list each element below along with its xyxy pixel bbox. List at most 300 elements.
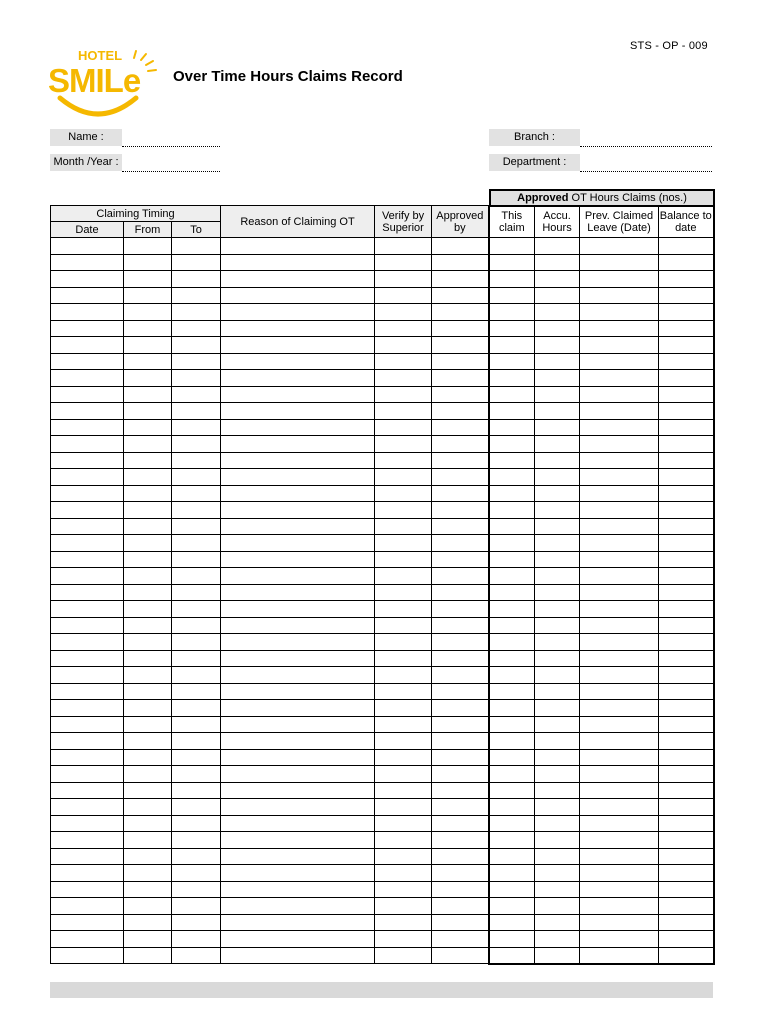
- date-cell[interactable]: [51, 403, 124, 420]
- prev-claimed-cell[interactable]: [580, 320, 659, 337]
- accu-hours-cell[interactable]: [535, 452, 580, 469]
- balance-cell[interactable]: [659, 832, 714, 849]
- verify-cell[interactable]: [375, 898, 432, 915]
- accu-hours-cell[interactable]: [535, 617, 580, 634]
- to-cell[interactable]: [172, 832, 221, 849]
- reason-cell[interactable]: [221, 403, 375, 420]
- date-cell[interactable]: [51, 518, 124, 535]
- verify-cell[interactable]: [375, 667, 432, 684]
- prev-claimed-cell[interactable]: [580, 304, 659, 321]
- to-cell[interactable]: [172, 716, 221, 733]
- reason-cell[interactable]: [221, 947, 375, 964]
- this-claim-cell[interactable]: [489, 848, 535, 865]
- date-cell[interactable]: [51, 716, 124, 733]
- approved-by-cell[interactable]: [432, 716, 489, 733]
- from-cell[interactable]: [124, 502, 172, 519]
- this-claim-cell[interactable]: [489, 898, 535, 915]
- to-cell[interactable]: [172, 782, 221, 799]
- approved-by-cell[interactable]: [432, 815, 489, 832]
- reason-cell[interactable]: [221, 436, 375, 453]
- balance-cell[interactable]: [659, 931, 714, 948]
- from-cell[interactable]: [124, 353, 172, 370]
- balance-cell[interactable]: [659, 386, 714, 403]
- verify-cell[interactable]: [375, 551, 432, 568]
- prev-claimed-cell[interactable]: [580, 337, 659, 354]
- approved-by-cell[interactable]: [432, 584, 489, 601]
- reason-cell[interactable]: [221, 370, 375, 387]
- department-field[interactable]: [580, 155, 712, 172]
- balance-cell[interactable]: [659, 271, 714, 288]
- this-claim-cell[interactable]: [489, 518, 535, 535]
- to-cell[interactable]: [172, 683, 221, 700]
- this-claim-cell[interactable]: [489, 617, 535, 634]
- balance-cell[interactable]: [659, 304, 714, 321]
- balance-cell[interactable]: [659, 617, 714, 634]
- from-cell[interactable]: [124, 370, 172, 387]
- reason-cell[interactable]: [221, 502, 375, 519]
- this-claim-cell[interactable]: [489, 716, 535, 733]
- date-cell[interactable]: [51, 370, 124, 387]
- to-cell[interactable]: [172, 634, 221, 651]
- balance-cell[interactable]: [659, 865, 714, 882]
- balance-cell[interactable]: [659, 766, 714, 783]
- prev-claimed-cell[interactable]: [580, 749, 659, 766]
- prev-claimed-cell[interactable]: [580, 617, 659, 634]
- reason-cell[interactable]: [221, 733, 375, 750]
- this-claim-cell[interactable]: [489, 766, 535, 783]
- this-claim-cell[interactable]: [489, 403, 535, 420]
- verify-cell[interactable]: [375, 304, 432, 321]
- to-cell[interactable]: [172, 931, 221, 948]
- from-cell[interactable]: [124, 947, 172, 964]
- accu-hours-cell[interactable]: [535, 584, 580, 601]
- reason-cell[interactable]: [221, 832, 375, 849]
- accu-hours-cell[interactable]: [535, 947, 580, 964]
- this-claim-cell[interactable]: [489, 733, 535, 750]
- from-cell[interactable]: [124, 535, 172, 552]
- balance-cell[interactable]: [659, 848, 714, 865]
- date-cell[interactable]: [51, 601, 124, 618]
- prev-claimed-cell[interactable]: [580, 419, 659, 436]
- accu-hours-cell[interactable]: [535, 485, 580, 502]
- verify-cell[interactable]: [375, 683, 432, 700]
- to-cell[interactable]: [172, 551, 221, 568]
- balance-cell[interactable]: [659, 799, 714, 816]
- this-claim-cell[interactable]: [489, 799, 535, 816]
- prev-claimed-cell[interactable]: [580, 650, 659, 667]
- from-cell[interactable]: [124, 683, 172, 700]
- reason-cell[interactable]: [221, 518, 375, 535]
- to-cell[interactable]: [172, 815, 221, 832]
- this-claim-cell[interactable]: [489, 865, 535, 882]
- prev-claimed-cell[interactable]: [580, 815, 659, 832]
- balance-cell[interactable]: [659, 403, 714, 420]
- to-cell[interactable]: [172, 419, 221, 436]
- balance-cell[interactable]: [659, 914, 714, 931]
- this-claim-cell[interactable]: [489, 815, 535, 832]
- this-claim-cell[interactable]: [489, 502, 535, 519]
- from-cell[interactable]: [124, 485, 172, 502]
- from-cell[interactable]: [124, 634, 172, 651]
- accu-hours-cell[interactable]: [535, 865, 580, 882]
- reason-cell[interactable]: [221, 353, 375, 370]
- date-cell[interactable]: [51, 485, 124, 502]
- approved-by-cell[interactable]: [432, 634, 489, 651]
- prev-claimed-cell[interactable]: [580, 914, 659, 931]
- to-cell[interactable]: [172, 353, 221, 370]
- prev-claimed-cell[interactable]: [580, 254, 659, 271]
- reason-cell[interactable]: [221, 766, 375, 783]
- prev-claimed-cell[interactable]: [580, 716, 659, 733]
- verify-cell[interactable]: [375, 733, 432, 750]
- verify-cell[interactable]: [375, 469, 432, 486]
- date-cell[interactable]: [51, 568, 124, 585]
- accu-hours-cell[interactable]: [535, 386, 580, 403]
- to-cell[interactable]: [172, 304, 221, 321]
- balance-cell[interactable]: [659, 782, 714, 799]
- accu-hours-cell[interactable]: [535, 518, 580, 535]
- verify-cell[interactable]: [375, 419, 432, 436]
- date-cell[interactable]: [51, 469, 124, 486]
- reason-cell[interactable]: [221, 700, 375, 717]
- reason-cell[interactable]: [221, 815, 375, 832]
- this-claim-cell[interactable]: [489, 254, 535, 271]
- this-claim-cell[interactable]: [489, 881, 535, 898]
- approved-by-cell[interactable]: [432, 650, 489, 667]
- to-cell[interactable]: [172, 881, 221, 898]
- reason-cell[interactable]: [221, 782, 375, 799]
- date-cell[interactable]: [51, 815, 124, 832]
- accu-hours-cell[interactable]: [535, 733, 580, 750]
- to-cell[interactable]: [172, 848, 221, 865]
- accu-hours-cell[interactable]: [535, 848, 580, 865]
- verify-cell[interactable]: [375, 238, 432, 255]
- date-cell[interactable]: [51, 320, 124, 337]
- balance-cell[interactable]: [659, 502, 714, 519]
- accu-hours-cell[interactable]: [535, 881, 580, 898]
- verify-cell[interactable]: [375, 749, 432, 766]
- date-cell[interactable]: [51, 832, 124, 849]
- accu-hours-cell[interactable]: [535, 370, 580, 387]
- from-cell[interactable]: [124, 667, 172, 684]
- prev-claimed-cell[interactable]: [580, 683, 659, 700]
- from-cell[interactable]: [124, 419, 172, 436]
- accu-hours-cell[interactable]: [535, 716, 580, 733]
- to-cell[interactable]: [172, 370, 221, 387]
- approved-by-cell[interactable]: [432, 749, 489, 766]
- from-cell[interactable]: [124, 931, 172, 948]
- prev-claimed-cell[interactable]: [580, 568, 659, 585]
- approved-by-cell[interactable]: [432, 502, 489, 519]
- balance-cell[interactable]: [659, 320, 714, 337]
- approved-by-cell[interactable]: [432, 403, 489, 420]
- this-claim-cell[interactable]: [489, 568, 535, 585]
- verify-cell[interactable]: [375, 617, 432, 634]
- accu-hours-cell[interactable]: [535, 271, 580, 288]
- approved-by-cell[interactable]: [432, 601, 489, 618]
- accu-hours-cell[interactable]: [535, 469, 580, 486]
- prev-claimed-cell[interactable]: [580, 865, 659, 882]
- verify-cell[interactable]: [375, 518, 432, 535]
- from-cell[interactable]: [124, 832, 172, 849]
- reason-cell[interactable]: [221, 650, 375, 667]
- from-cell[interactable]: [124, 617, 172, 634]
- from-cell[interactable]: [124, 584, 172, 601]
- reason-cell[interactable]: [221, 617, 375, 634]
- date-cell[interactable]: [51, 749, 124, 766]
- from-cell[interactable]: [124, 799, 172, 816]
- to-cell[interactable]: [172, 502, 221, 519]
- prev-claimed-cell[interactable]: [580, 947, 659, 964]
- balance-cell[interactable]: [659, 881, 714, 898]
- verify-cell[interactable]: [375, 287, 432, 304]
- approved-by-cell[interactable]: [432, 881, 489, 898]
- this-claim-cell[interactable]: [489, 485, 535, 502]
- reason-cell[interactable]: [221, 898, 375, 915]
- reason-cell[interactable]: [221, 683, 375, 700]
- date-cell[interactable]: [51, 848, 124, 865]
- balance-cell[interactable]: [659, 469, 714, 486]
- approved-by-cell[interactable]: [432, 832, 489, 849]
- prev-claimed-cell[interactable]: [580, 584, 659, 601]
- approved-by-cell[interactable]: [432, 865, 489, 882]
- date-cell[interactable]: [51, 914, 124, 931]
- prev-claimed-cell[interactable]: [580, 848, 659, 865]
- accu-hours-cell[interactable]: [535, 898, 580, 915]
- approved-by-cell[interactable]: [432, 931, 489, 948]
- balance-cell[interactable]: [659, 947, 714, 964]
- this-claim-cell[interactable]: [489, 320, 535, 337]
- balance-cell[interactable]: [659, 419, 714, 436]
- approved-by-cell[interactable]: [432, 238, 489, 255]
- date-cell[interactable]: [51, 667, 124, 684]
- prev-claimed-cell[interactable]: [580, 782, 659, 799]
- date-cell[interactable]: [51, 353, 124, 370]
- verify-cell[interactable]: [375, 799, 432, 816]
- verify-cell[interactable]: [375, 700, 432, 717]
- verify-cell[interactable]: [375, 337, 432, 354]
- verify-cell[interactable]: [375, 584, 432, 601]
- date-cell[interactable]: [51, 733, 124, 750]
- from-cell[interactable]: [124, 700, 172, 717]
- approved-by-cell[interactable]: [432, 799, 489, 816]
- balance-cell[interactable]: [659, 551, 714, 568]
- date-cell[interactable]: [51, 700, 124, 717]
- from-cell[interactable]: [124, 551, 172, 568]
- approved-by-cell[interactable]: [432, 667, 489, 684]
- from-cell[interactable]: [124, 518, 172, 535]
- accu-hours-cell[interactable]: [535, 254, 580, 271]
- approved-by-cell[interactable]: [432, 485, 489, 502]
- to-cell[interactable]: [172, 865, 221, 882]
- approved-by-cell[interactable]: [432, 766, 489, 783]
- this-claim-cell[interactable]: [489, 452, 535, 469]
- date-cell[interactable]: [51, 287, 124, 304]
- approved-by-cell[interactable]: [432, 469, 489, 486]
- balance-cell[interactable]: [659, 749, 714, 766]
- to-cell[interactable]: [172, 238, 221, 255]
- approved-by-cell[interactable]: [432, 898, 489, 915]
- approved-by-cell[interactable]: [432, 568, 489, 585]
- accu-hours-cell[interactable]: [535, 601, 580, 618]
- date-cell[interactable]: [51, 766, 124, 783]
- to-cell[interactable]: [172, 914, 221, 931]
- balance-cell[interactable]: [659, 337, 714, 354]
- from-cell[interactable]: [124, 716, 172, 733]
- this-claim-cell[interactable]: [489, 386, 535, 403]
- reason-cell[interactable]: [221, 914, 375, 931]
- prev-claimed-cell[interactable]: [580, 386, 659, 403]
- to-cell[interactable]: [172, 568, 221, 585]
- reason-cell[interactable]: [221, 568, 375, 585]
- this-claim-cell[interactable]: [489, 832, 535, 849]
- prev-claimed-cell[interactable]: [580, 287, 659, 304]
- reason-cell[interactable]: [221, 337, 375, 354]
- prev-claimed-cell[interactable]: [580, 485, 659, 502]
- this-claim-cell[interactable]: [489, 914, 535, 931]
- verify-cell[interactable]: [375, 931, 432, 948]
- verify-cell[interactable]: [375, 353, 432, 370]
- verify-cell[interactable]: [375, 601, 432, 618]
- to-cell[interactable]: [172, 518, 221, 535]
- verify-cell[interactable]: [375, 865, 432, 882]
- approved-by-cell[interactable]: [432, 353, 489, 370]
- balance-cell[interactable]: [659, 535, 714, 552]
- accu-hours-cell[interactable]: [535, 914, 580, 931]
- this-claim-cell[interactable]: [489, 419, 535, 436]
- prev-claimed-cell[interactable]: [580, 469, 659, 486]
- to-cell[interactable]: [172, 436, 221, 453]
- prev-claimed-cell[interactable]: [580, 353, 659, 370]
- this-claim-cell[interactable]: [489, 667, 535, 684]
- reason-cell[interactable]: [221, 551, 375, 568]
- name-field[interactable]: [122, 130, 220, 147]
- approved-by-cell[interactable]: [432, 370, 489, 387]
- balance-cell[interactable]: [659, 700, 714, 717]
- prev-claimed-cell[interactable]: [580, 931, 659, 948]
- balance-cell[interactable]: [659, 716, 714, 733]
- prev-claimed-cell[interactable]: [580, 502, 659, 519]
- date-cell[interactable]: [51, 271, 124, 288]
- balance-cell[interactable]: [659, 898, 714, 915]
- approved-by-cell[interactable]: [432, 436, 489, 453]
- approved-by-cell[interactable]: [432, 782, 489, 799]
- verify-cell[interactable]: [375, 766, 432, 783]
- to-cell[interactable]: [172, 766, 221, 783]
- to-cell[interactable]: [172, 898, 221, 915]
- verify-cell[interactable]: [375, 386, 432, 403]
- date-cell[interactable]: [51, 419, 124, 436]
- reason-cell[interactable]: [221, 386, 375, 403]
- verify-cell[interactable]: [375, 436, 432, 453]
- balance-cell[interactable]: [659, 436, 714, 453]
- from-cell[interactable]: [124, 650, 172, 667]
- verify-cell[interactable]: [375, 485, 432, 502]
- prev-claimed-cell[interactable]: [580, 881, 659, 898]
- balance-cell[interactable]: [659, 254, 714, 271]
- balance-cell[interactable]: [659, 452, 714, 469]
- from-cell[interactable]: [124, 337, 172, 354]
- this-claim-cell[interactable]: [489, 337, 535, 354]
- accu-hours-cell[interactable]: [535, 304, 580, 321]
- accu-hours-cell[interactable]: [535, 799, 580, 816]
- to-cell[interactable]: [172, 947, 221, 964]
- from-cell[interactable]: [124, 469, 172, 486]
- approved-by-cell[interactable]: [432, 386, 489, 403]
- approved-by-cell[interactable]: [432, 733, 489, 750]
- approved-by-cell[interactable]: [432, 683, 489, 700]
- to-cell[interactable]: [172, 749, 221, 766]
- verify-cell[interactable]: [375, 452, 432, 469]
- from-cell[interactable]: [124, 436, 172, 453]
- prev-claimed-cell[interactable]: [580, 601, 659, 618]
- accu-hours-cell[interactable]: [535, 403, 580, 420]
- approved-by-cell[interactable]: [432, 304, 489, 321]
- verify-cell[interactable]: [375, 650, 432, 667]
- date-cell[interactable]: [51, 337, 124, 354]
- accu-hours-cell[interactable]: [535, 419, 580, 436]
- prev-claimed-cell[interactable]: [580, 551, 659, 568]
- date-cell[interactable]: [51, 584, 124, 601]
- date-cell[interactable]: [51, 386, 124, 403]
- to-cell[interactable]: [172, 403, 221, 420]
- from-cell[interactable]: [124, 403, 172, 420]
- from-cell[interactable]: [124, 287, 172, 304]
- accu-hours-cell[interactable]: [535, 683, 580, 700]
- accu-hours-cell[interactable]: [535, 815, 580, 832]
- accu-hours-cell[interactable]: [535, 238, 580, 255]
- this-claim-cell[interactable]: [489, 370, 535, 387]
- date-cell[interactable]: [51, 436, 124, 453]
- prev-claimed-cell[interactable]: [580, 898, 659, 915]
- prev-claimed-cell[interactable]: [580, 271, 659, 288]
- reason-cell[interactable]: [221, 716, 375, 733]
- from-cell[interactable]: [124, 898, 172, 915]
- to-cell[interactable]: [172, 320, 221, 337]
- reason-cell[interactable]: [221, 485, 375, 502]
- approved-by-cell[interactable]: [432, 617, 489, 634]
- date-cell[interactable]: [51, 881, 124, 898]
- date-cell[interactable]: [51, 617, 124, 634]
- this-claim-cell[interactable]: [489, 287, 535, 304]
- approved-by-cell[interactable]: [432, 700, 489, 717]
- this-claim-cell[interactable]: [489, 238, 535, 255]
- reason-cell[interactable]: [221, 452, 375, 469]
- to-cell[interactable]: [172, 667, 221, 684]
- verify-cell[interactable]: [375, 320, 432, 337]
- verify-cell[interactable]: [375, 535, 432, 552]
- accu-hours-cell[interactable]: [535, 766, 580, 783]
- from-cell[interactable]: [124, 238, 172, 255]
- this-claim-cell[interactable]: [489, 304, 535, 321]
- from-cell[interactable]: [124, 865, 172, 882]
- prev-claimed-cell[interactable]: [580, 403, 659, 420]
- verify-cell[interactable]: [375, 782, 432, 799]
- to-cell[interactable]: [172, 386, 221, 403]
- this-claim-cell[interactable]: [489, 634, 535, 651]
- from-cell[interactable]: [124, 271, 172, 288]
- reason-cell[interactable]: [221, 584, 375, 601]
- date-cell[interactable]: [51, 683, 124, 700]
- approved-by-cell[interactable]: [432, 551, 489, 568]
- to-cell[interactable]: [172, 584, 221, 601]
- this-claim-cell[interactable]: [489, 469, 535, 486]
- this-claim-cell[interactable]: [489, 700, 535, 717]
- balance-cell[interactable]: [659, 683, 714, 700]
- accu-hours-cell[interactable]: [535, 568, 580, 585]
- reason-cell[interactable]: [221, 667, 375, 684]
- balance-cell[interactable]: [659, 518, 714, 535]
